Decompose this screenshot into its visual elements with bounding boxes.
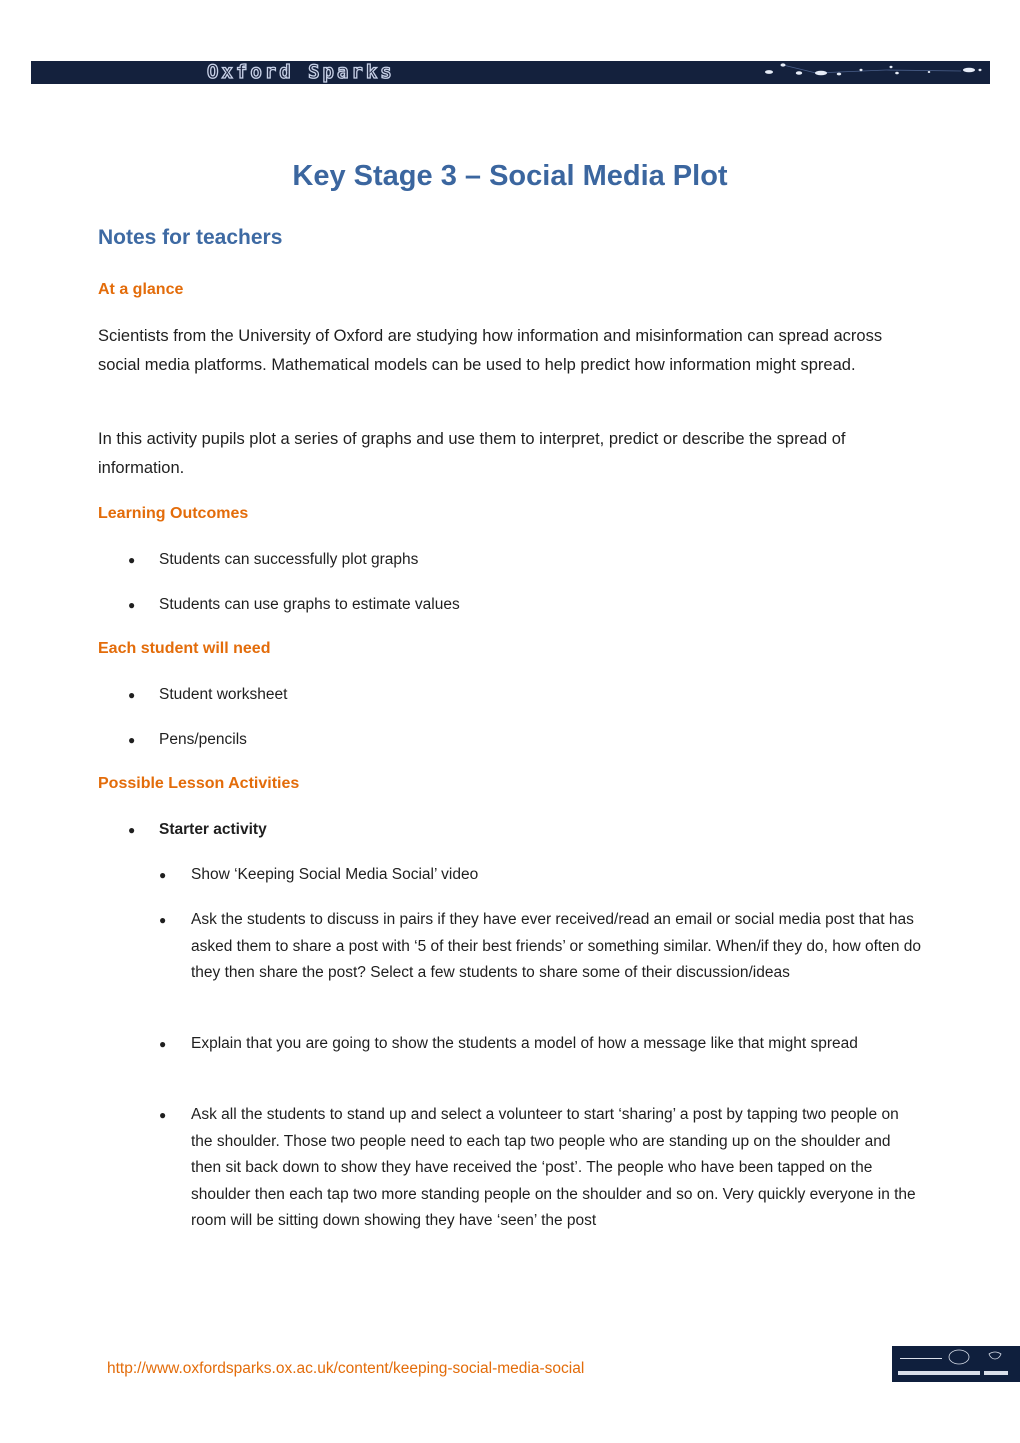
heading-each-student-will-need: Each student will need (98, 640, 271, 657)
university-of-oxford-logo (892, 1346, 1020, 1382)
page-title: Key Stage 3 – Social Media Plot (292, 160, 728, 192)
bullet-icon: ● (128, 553, 136, 567)
starter-activity-label: Starter activity (159, 821, 267, 838)
constellation-icon (721, 61, 990, 84)
header-banner (31, 61, 990, 84)
bullet-icon: ● (159, 868, 167, 882)
heading-learning-outcomes: Learning Outcomes (98, 505, 249, 522)
bullet-icon: ● (128, 823, 136, 837)
bullet-icon: ● (128, 688, 136, 702)
list-item-text: Ask the students to discuss in pairs if they have ever received/read an email or social media post that has asked them to share a post with ‘5 of their best friends’ or something similar. When/if they do, how often do they then share the post? Select a few students to share some of their discussion/ideas (191, 911, 922, 981)
glance-paragraph-2: In this activity pupils plot a series of graphs and use them to interpret, predict or describe the spread of information. (98, 430, 846, 477)
list-item-text: Ask all the students to stand up and select a volunteer to start ‘sharing’ a post by tapping two people on the shoulder. Those two people need to each tap two people who are standing up on the shoulder and then sit back down to show they have received the ‘post’. The people who have been tapped on the shoulder then each tap two more standing people on the shoulder and so on. Very quickly everyone in the room will be sitting down showing they have ‘seen’ the post (191, 1106, 916, 1229)
list-item-text: Student worksheet (159, 686, 288, 703)
list-item-text: Students can successfully plot graphs (159, 551, 419, 568)
list-item-text: Show ‘Keeping Social Media Social’ video (191, 866, 479, 883)
bullet-icon: ● (159, 913, 167, 927)
list-item-text: Pens/pencils (159, 731, 247, 748)
heading-at-a-glance: At a glance (98, 281, 184, 298)
footer-url-link[interactable]: http://www.oxfordsparks.ox.ac.uk/content/keeping-social-media-social (107, 1360, 585, 1377)
list-item-text: Explain that you are going to show the students a model of how a message like that might spread (191, 1035, 858, 1052)
list-item-text: Students can use graphs to estimate values (159, 596, 460, 613)
page-subtitle: Notes for teachers (98, 226, 283, 249)
heading-possible-lesson-activities: Possible Lesson Activities (98, 775, 300, 792)
bullet-icon: ● (128, 733, 136, 747)
banner-brand: Oxford Sparks (207, 61, 395, 83)
glance-paragraph-1: Scientists from the University of Oxford are studying how information and misinformation can spread across social media platforms. Mathematical models can be used to help predict how information might spread. (98, 327, 883, 374)
bullet-icon: ● (159, 1108, 167, 1122)
bullet-icon: ● (128, 598, 136, 612)
bullet-icon: ● (159, 1037, 167, 1051)
logo-crest-icon (892, 1346, 1020, 1382)
